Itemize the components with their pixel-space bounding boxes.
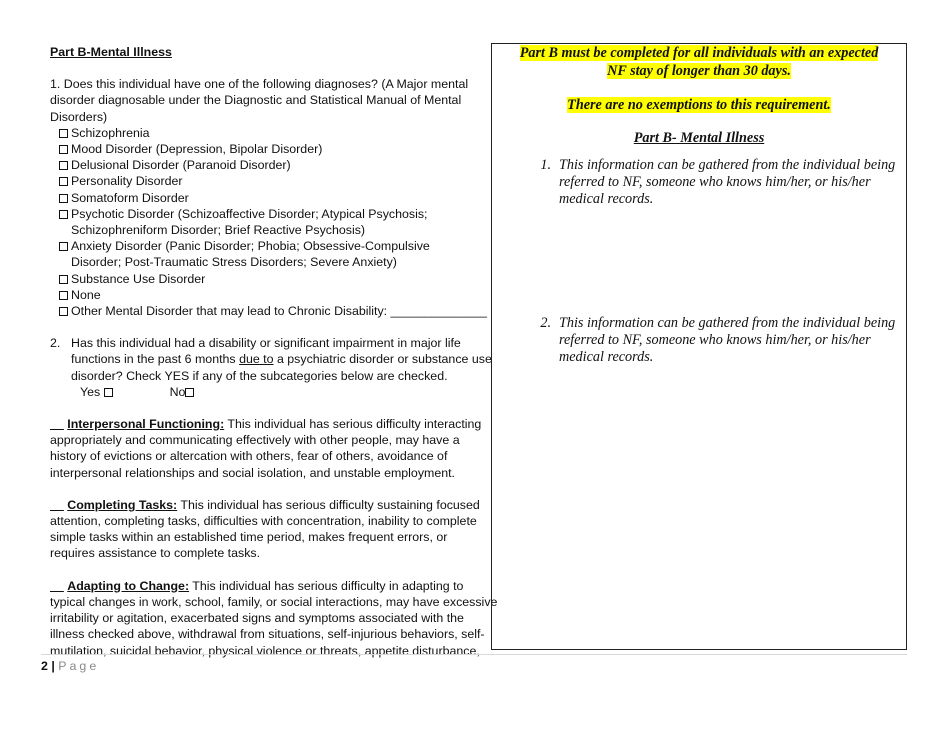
option-somatoform-disorder: Somatoform Disorder: [50, 190, 488, 206]
q2-line: 2. Has this individual had a disability or significant impairment in major life: [50, 336, 461, 351]
option-delusional-disorder: Delusional Disorder (Paranoid Disorder): [50, 157, 488, 173]
panel-subtitle: Part B- Mental Illness: [633, 129, 765, 146]
checkbox[interactable]: [59, 177, 68, 186]
checkbox[interactable]: [59, 307, 68, 316]
interpersonal-functioning: __ Interpersonal Functioning: This individual has serious difficulty interacting appropriately and communicating effectively with other people, may have a history of evictions or altercation with others, fear of others, avoidance of interpersonal relationships and social isolation, and unstable employment.: [50, 417, 482, 480]
blank-line[interactable]: __: [50, 417, 64, 432]
checkbox[interactable]: [59, 210, 68, 219]
q1-line: disorder diagnosable under the Diagnostic and Statistical Manual of Mental: [50, 93, 462, 108]
option-other: Other Mental Disorder that may lead to Chronic Disability: ______________: [50, 303, 488, 319]
instruction-item: 2. This information can be gathered from the individual being referred to NF, someone who knows him/her, or his/her medical records.: [540, 314, 896, 365]
adapting-to-change: __ Adapting to Change: This individual has serious difficulty in adapting to typical changes in work, school, family, or social interactions, may have excessive irritability or agitation, exacerbated signs and symptoms associated with the illness checked above, withdrawal from situations, self-injurious behaviors, self- mutilation, suicidal behavior, physical violence or threats, appetite disturbance,: [50, 578, 498, 658]
option-continuation: Schizophreniform Disorder; Brief Reactive Psychosis): [71, 223, 366, 238]
instructions-panel: [491, 43, 907, 650]
question-2: [50, 335, 492, 400]
footer-divider: [41, 654, 907, 655]
checkbox[interactable]: [59, 275, 68, 284]
no-checkbox[interactable]: [185, 388, 194, 397]
checkbox[interactable]: [59, 242, 68, 251]
section-title: Part B-Mental Illness: [50, 45, 172, 59]
no-option[interactable]: No: [170, 385, 198, 399]
option-schizophrenia: Schizophrenia: [50, 125, 488, 141]
blank-line[interactable]: __: [50, 497, 64, 512]
checkbox[interactable]: [59, 129, 68, 138]
page-separator: |: [51, 659, 55, 673]
checkbox[interactable]: [59, 194, 68, 203]
checkbox[interactable]: [59, 145, 68, 154]
option-anxiety-disorder: Anxiety Disorder (Panic Disorder; Phobia; Obsessive-Compulsive: [50, 238, 488, 254]
exemption-heading: There are no exemptions to this requirement.: [567, 97, 831, 113]
yes-no-row: [50, 384, 488, 400]
q2-line: functions in the past 6 months due to a psychiatric disorder or substance use: [71, 352, 492, 367]
completing-tasks: __ Completing Tasks: This individual has serious difficulty sustaining focused attention, completing tasks, difficulties with concentration, inability to complete simple tasks within an established time period, makes frequent errors, or requires assistance to complete tasks.: [50, 497, 480, 561]
option-none: None: [50, 287, 488, 303]
page-number: 2: [41, 659, 48, 673]
question-1: [50, 76, 488, 319]
requirement-heading: Part B must be completed for all individuals with an expected NF stay of longer than 30 days.: [519, 45, 879, 79]
option-psychotic-disorder: Psychotic Disorder (Schizoaffective Disorder; Atypical Psychosis;: [50, 206, 488, 222]
left-column: [50, 44, 498, 659]
page-label: Page: [58, 659, 100, 673]
option-continuation: Disorder; Post-Traumatic Stress Disorders; Severe Anxiety): [71, 255, 397, 270]
q1-line: 1. Does this individual have one of the following diagnoses? (A Major mental: [50, 77, 469, 92]
option-mood-disorder: Mood Disorder (Depression, Bipolar Disorder): [50, 141, 488, 157]
page-footer: [41, 659, 99, 673]
checkbox[interactable]: [59, 291, 68, 300]
yes-option[interactable]: Yes: [80, 385, 116, 399]
instruction-item: 1. This information can be gathered from the individual being referred to NF, someone who knows him/her, or his/her medical records.: [540, 156, 896, 207]
q2-line: disorder? Check YES if any of the subcategories below are checked.: [71, 368, 448, 383]
checkbox[interactable]: [59, 161, 68, 170]
blank-line[interactable]: __: [50, 578, 64, 593]
yes-checkbox[interactable]: [104, 388, 113, 397]
option-substance-use: Substance Use Disorder: [50, 271, 488, 287]
option-personality-disorder: Personality Disorder: [50, 173, 488, 189]
q1-line: Disorders): [50, 109, 108, 124]
